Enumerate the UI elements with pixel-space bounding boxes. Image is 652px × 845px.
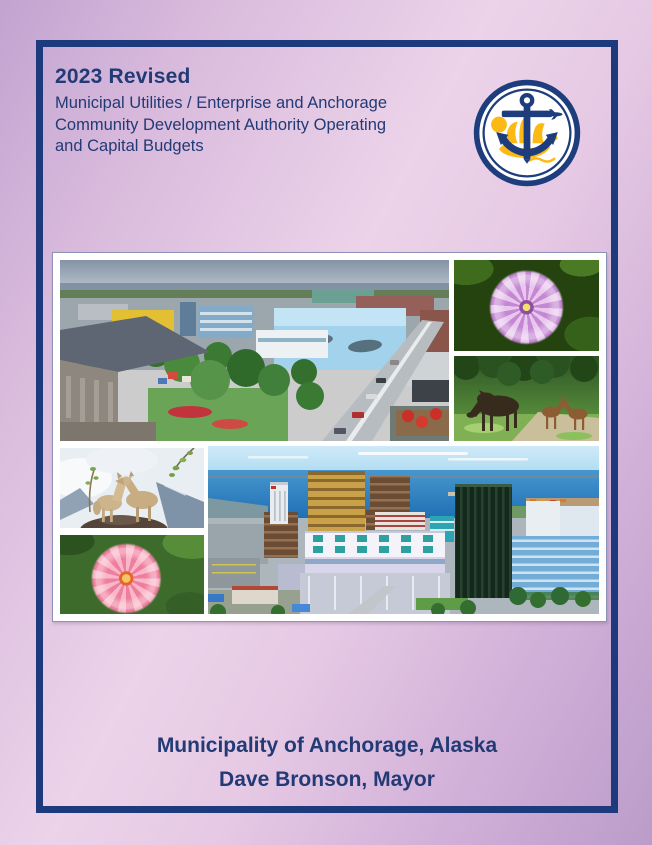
footer-block xyxy=(43,735,611,791)
cover-frame-border xyxy=(36,40,618,813)
mayor-line: Dave Bronson, Mayor xyxy=(219,768,435,791)
photo-downtown-mural-aerial xyxy=(60,260,449,441)
subtitle-line-3: and Capital Budgets xyxy=(55,137,204,155)
page-subtitle xyxy=(55,93,475,158)
photo-wolves xyxy=(60,448,204,528)
title-block xyxy=(55,63,475,158)
municipality-line: Municipality of Anchorage, Alaska xyxy=(156,734,498,757)
photo-moose-with-calves xyxy=(454,356,599,441)
anchorage-seal-logo xyxy=(471,77,583,189)
page-title: 2023 Revised xyxy=(55,65,191,88)
photo-purple-dahlia xyxy=(454,260,599,351)
subtitle-line-1: Municipal Utilities / Enterprise and Anchorage xyxy=(55,94,388,112)
subtitle-line-2: Community Development Authority Operating xyxy=(55,115,387,134)
photo-collage-card xyxy=(52,252,607,622)
photo-downtown-skyline xyxy=(208,446,599,614)
photo-pink-dahlia xyxy=(60,535,204,614)
photo-collage xyxy=(60,260,599,614)
